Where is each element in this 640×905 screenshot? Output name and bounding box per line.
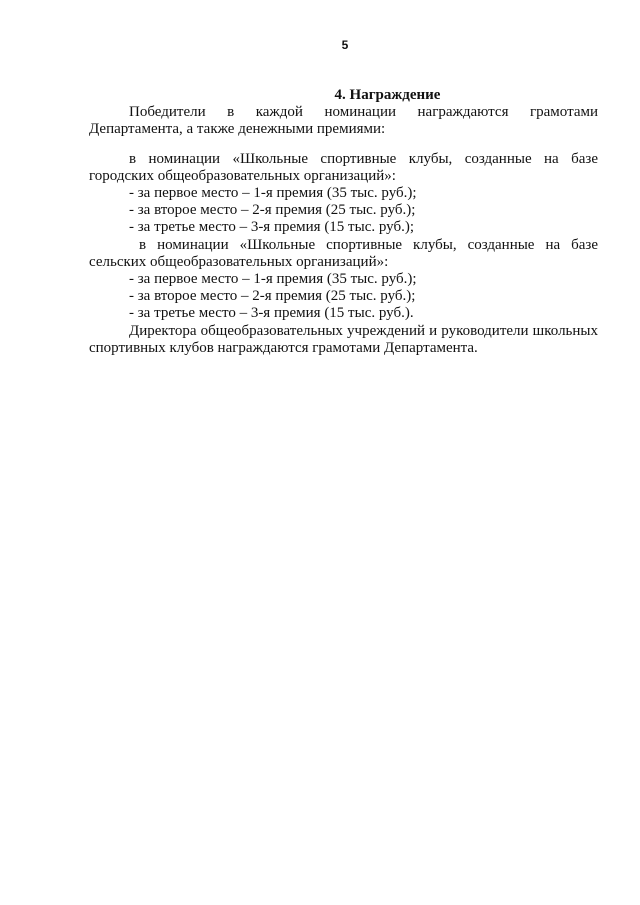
intro-paragraph: Победители в каждой номинации награждаются грамотами Департамента, а также денежными премиями: [89,104,598,138]
prize-urban-third: - за третье место – 3-я премия (15 тыс. руб.); [129,219,414,236]
nomination-urban-title: в номинации «Школьные спортивные клубы, созданные на базе городских общеобразовательных организаций»: [89,150,598,184]
prize-rural-first: - за первое место – 1-я премия (35 тыс. руб.); [129,271,417,288]
prize-rural-third: - за третье место – 3-я премия (15 тыс. руб.). [129,305,414,322]
closing-paragraph: Директора общеобразовательных учреждений и руководители школьных спортивных клубов награждаются грамотами Департамента. [89,322,598,356]
prize-rural-second: - за второе место – 2-я премия (25 тыс. руб.); [129,288,416,305]
prize-urban-first: - за первое место – 1-я премия (35 тыс. руб.); [129,185,417,202]
nomination-rural-title: в номинации «Школьные спортивные клубы, созданные на базе сельских общеобразовательных организаций»: [89,236,598,270]
document-body [89,87,598,357]
prize-urban-second: - за второе место – 2-я премия (25 тыс. руб.); [129,202,416,219]
page-number: 5 [341,38,349,52]
section-heading: 4. Награждение [334,87,441,103]
